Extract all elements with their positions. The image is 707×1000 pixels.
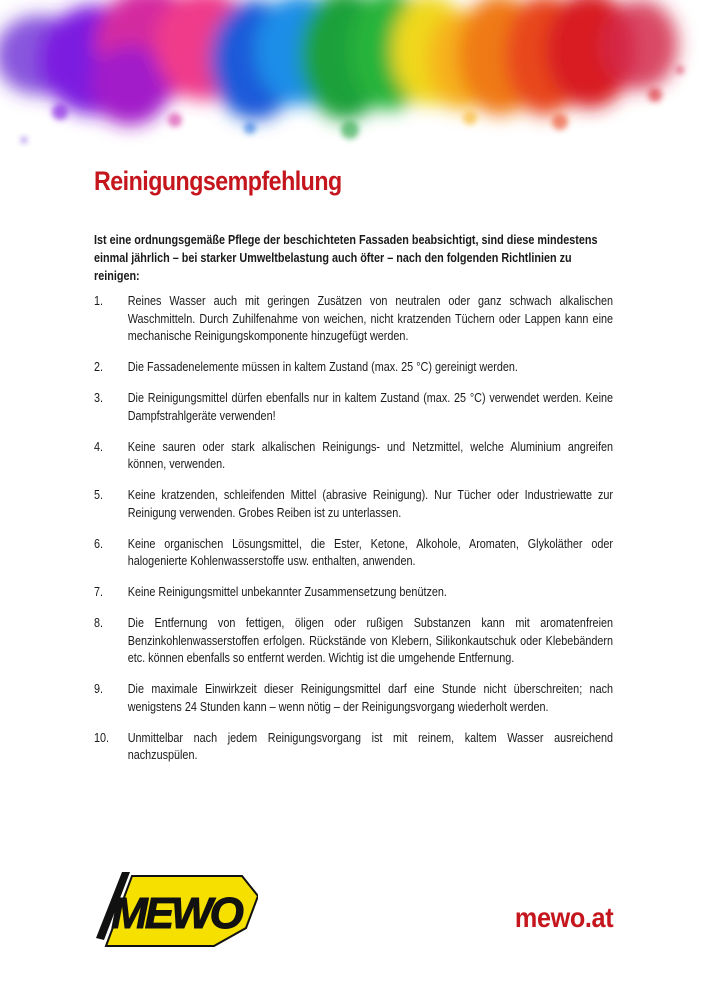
item-text: Unmittelbar nach jedem Reinigungsvorgang ist mit reinem, kaltem Wasser ausreichend nachzuspülen.: [127, 730, 614, 762]
item-text: Die Fassadenelemente müssen in kaltem Zustand (max. 25 °C) gereinigt werden.: [127, 360, 518, 374]
item-text: Keine kratzenden, schleifenden Mittel (abrasive Reinigung). Nur Tücher oder Industriewatte zur Reinigung verwenden. Grobes Reiben ist zu unterlassen.: [127, 488, 614, 520]
item-text: Keine Reinigungsmittel unbekannter Zusammensetzung benützen.: [127, 585, 447, 599]
website-link[interactable]: mewo.at: [514, 902, 613, 933]
item-number: 4.: [94, 439, 104, 454]
item-text: Reines Wasser auch mit geringen Zusätzen von neutralen oder ganz schwach alkalischen Waschmitteln. Durch Zuhilfenahme von weichen, nicht kratzenden Tüchern oder Lappen kann eine mechanische Reinigungskomponente hinzugefügt werden.: [127, 294, 614, 343]
list-item: [94, 730, 613, 765]
color-powder-splash-image: [0, 0, 707, 170]
item-text: Keine sauren oder stark alkalischen Reinigungs- und Netzmittel, welche Aluminium angreifen können, verwenden.: [127, 439, 614, 471]
list-item: [94, 681, 613, 716]
list-item: [94, 359, 613, 377]
logo-text: MEWO: [111, 889, 241, 938]
item-number: 9.: [94, 682, 104, 696]
intro-paragraph: Ist eine ordnungsgemäße Pflege der beschichteten Fassaden beabsichtigt, sind diese mindestens einmal jährlich – bei starker Umweltbelastung auch öfter – nach den folgenden Richtlinien zu reinigen:: [94, 233, 598, 283]
mewo-logo: [92, 868, 258, 950]
item-text: Die maximale Einwirkzeit dieser Reinigungsmittel darf eine Stunde nicht überschreiten; nach wenigstens 24 Stunden kann – wenn nötig – der Reinigungsvorgang wiederholt werden.: [127, 682, 614, 714]
item-number: 1.: [94, 294, 104, 308]
list-item: [94, 293, 613, 346]
list-item: [94, 615, 613, 668]
list-item: [94, 487, 613, 522]
item-number: 7.: [94, 585, 104, 599]
list-item: [94, 390, 613, 425]
item-number: 10.: [94, 730, 110, 745]
cleaning-guidelines-list: [94, 293, 613, 778]
page-title: Reinigungsempfehlung: [94, 166, 342, 196]
list-item: [94, 584, 613, 602]
item-number: 8.: [94, 616, 104, 630]
item-text: Die Entfernung von fettigen, öligen oder rußigen Substanzen kann mit aromatenfreien Benzinkohlenwasserstoffen erfolgen. Rückstände von Klebern, Silikonkautschuk oder Klebebändern etc. können ebenfalls so entfernt werden. Wichtig ist die umgehende Entfernung.: [127, 616, 614, 665]
item-number: 5.: [94, 488, 104, 502]
list-item: [94, 439, 613, 474]
item-number: 2.: [94, 360, 104, 374]
item-text: Die Reinigungsmittel dürfen ebenfalls nur in kaltem Zustand (max. 25 °C) verwendet werden. Keine Dampfstrahlgeräte verwenden!: [127, 391, 614, 423]
item-number: 6.: [94, 536, 104, 551]
item-text: Keine organischen Lösungsmittel, die Ester, Ketone, Alkohole, Aromaten, Glykoläther oder halogenierte Kohlenwasserstoffe usw. enthalten, anwenden.: [127, 536, 614, 568]
list-item: [94, 536, 613, 571]
item-number: 3.: [94, 391, 104, 405]
